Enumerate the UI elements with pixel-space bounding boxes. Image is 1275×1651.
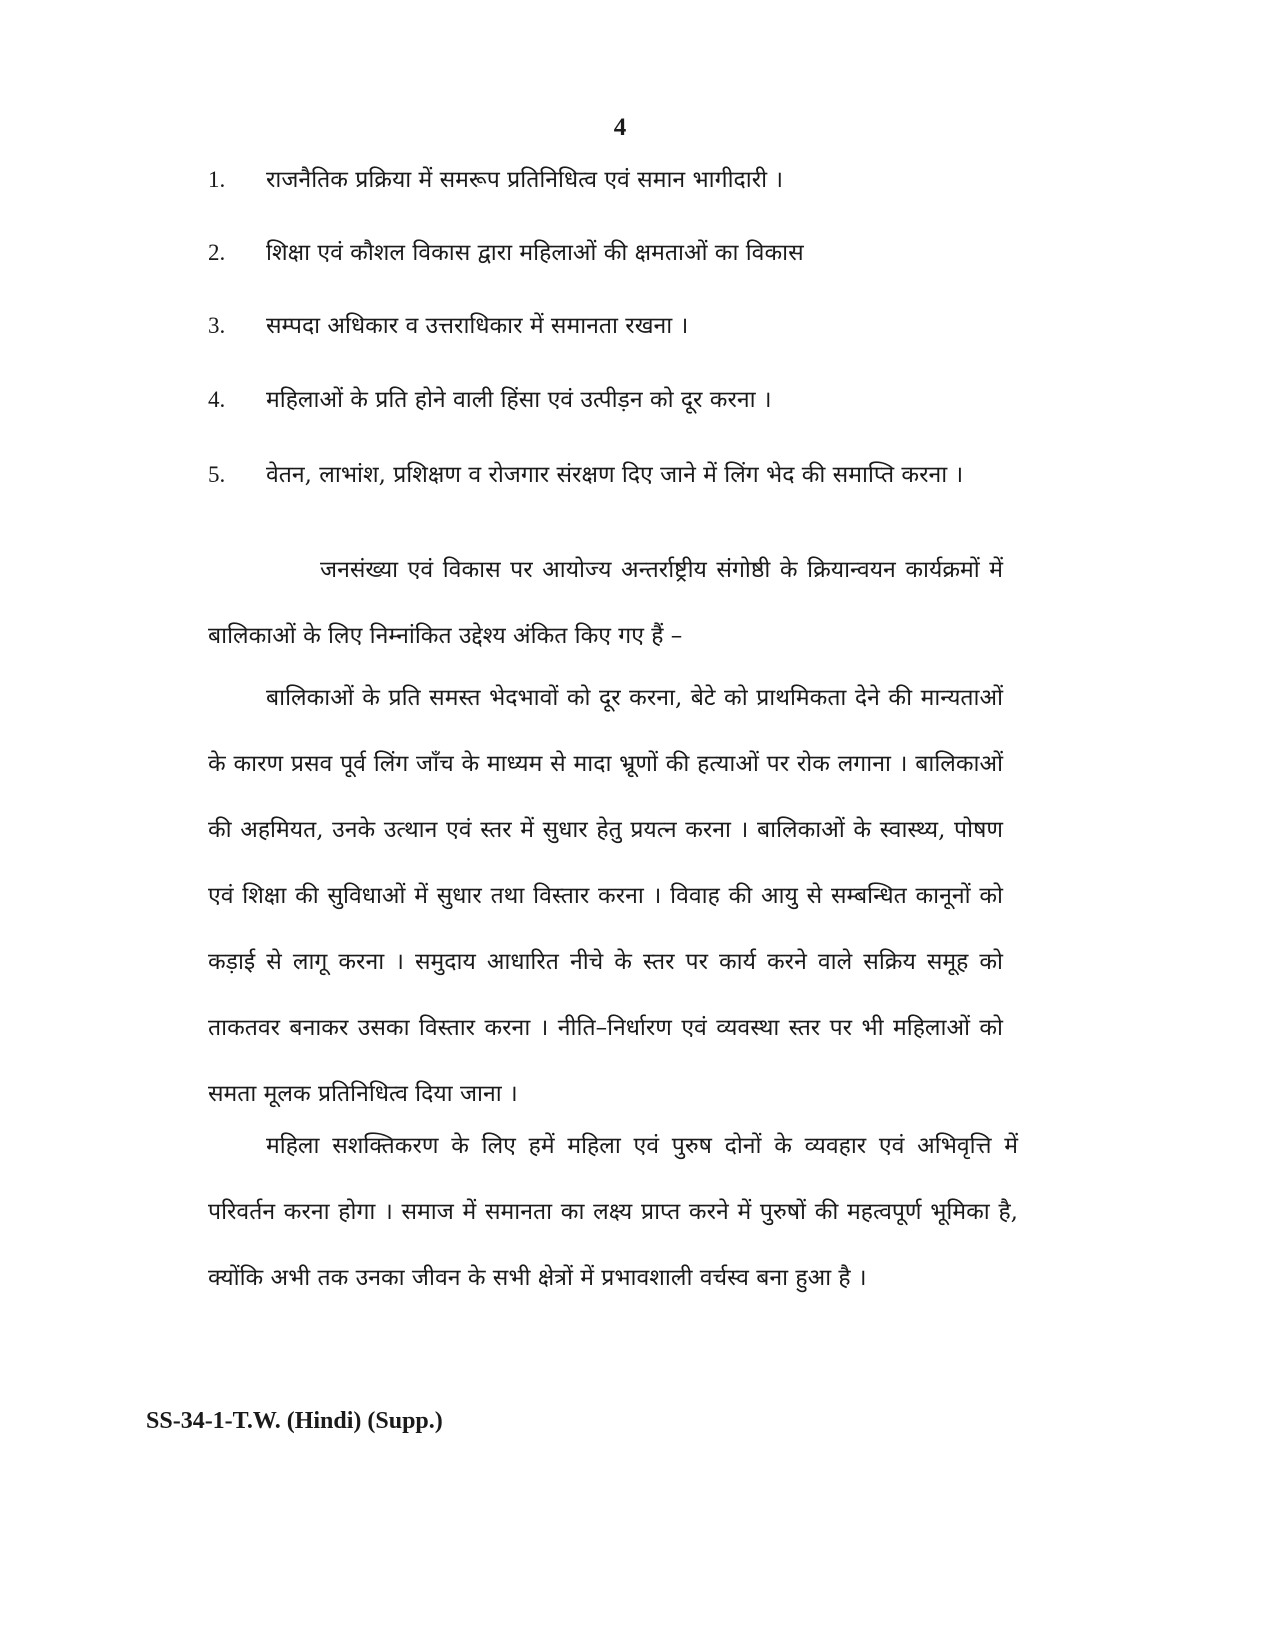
paragraph-girl-child-objectives: बालिकाओं के प्रति समस्त भेदभावों को दूर करना, बेटे को प्राथमिकता देने की मान्यताओं के कारण प्रसव पूर्व लिंग जाँच के माध्यम से मादा भ्रूणों की हत्याओं पर रोक लगाना । बालिकाओं की अहमियत, उनके उत्थान एवं स्तर में सुधार हेतु प्रयत्न करना । बालिकाओं के स्वास्थ्य, पोषण एवं शिक्षा की सुविधाओं में सुधार तथा विस्तार करना । विवाह की आयु से सम्बन्धित कानूनों को कड़ाई से लागू करना । समुदाय आधारित नीचे के स्तर पर कार्य करने वाले सक्रिय समूह को ताकतवर बनाकर उसका विस्तार करना । नीति–निर्धारण एवं व्यवस्था स्तर पर भी महिलाओं को समता मूलक प्रतिनिधित्व दिया जाना । [208, 685, 1003, 1107]
list-item [208, 306, 1008, 346]
list-item-text: वेतन, लाभांश, प्रशिक्षण व रोजगार संरक्षण दिए जाने में लिंग भेद की समाप्ति करना । [266, 462, 964, 488]
list-item [208, 380, 1008, 420]
list-item-number: 2. [208, 240, 226, 265]
list-item-number: 3. [208, 313, 226, 338]
paragraph-women-empowerment: महिला सशक्तिकरण के लिए हमें महिला एवं पुरुष दोनों के व्यवहार एवं अभिवृत्ति में परिवर्तन करना होगा । समाज में समानता का लक्ष्य प्राप्त करने में पुरुषों की महत्वपूर्ण भूमिका है, क्योंकि अभी तक उनका जीवन के सभी क्षेत्रों में प्रभावशाली वर्चस्व बना हुआ है । [208, 1133, 1018, 1291]
list-item-number: 1. [208, 167, 226, 192]
list-item-text: सम्पदा अधिकार व उत्तराधिकार में समानता रखना । [266, 313, 689, 339]
page-number: 4 [613, 114, 627, 141]
list-item-text: शिक्षा एवं कौशल विकास द्वारा महिलाओं की क्षमताओं का विकास [266, 240, 804, 266]
list-item [208, 233, 1008, 273]
list-item-number: 5. [208, 462, 226, 487]
list-item-text: राजनैतिक प्रक्रिया में समरूप प्रतिनिधित्व एवं समान भागीदारी । [266, 167, 784, 193]
list-item-text: महिलाओं के प्रति होने वाली हिंसा एवं उत्पीड़न को दूर करना । [266, 387, 772, 413]
list-item-number: 4. [208, 387, 226, 412]
list-item [208, 455, 1008, 495]
paragraph-conference-objectives-intro: जनसंख्या एवं विकास पर आयोज्य अन्तर्राष्ट्रीय संगोष्ठी के क्रियान्वयन कार्यक्रमों में बालिकाओं के लिए निम्नांकित उद्देश्य अंकित किए गए हैं – [208, 557, 1003, 649]
list-item [208, 160, 1008, 200]
document-code: SS-34-1-T.W. (Hindi) (Supp.) [146, 1408, 443, 1434]
